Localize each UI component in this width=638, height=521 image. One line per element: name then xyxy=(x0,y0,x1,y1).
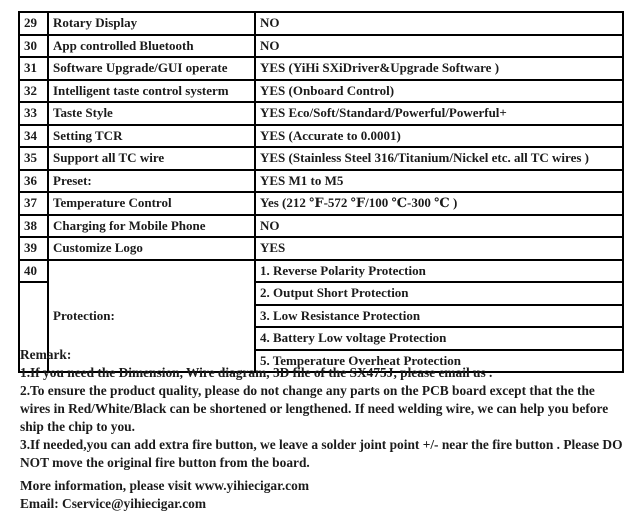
row-number: 31 xyxy=(19,57,48,80)
spec-value: NO xyxy=(255,215,623,238)
spec-value: YES (YiHi SXiDriver&Upgrade Software ) xyxy=(255,57,623,80)
protection-item: 3. Low Resistance Protection xyxy=(255,305,623,328)
protection-item: 4. Battery Low voltage Protection xyxy=(255,327,623,350)
spec-value: Yes (212 ℉-572 ℉/100 ℃-300 ℃ ) xyxy=(255,192,623,215)
remark-line: wires in Red/White/Black can be shortened or lengthened. If need welding wire, we can help you before xyxy=(20,401,609,416)
row-number: 34 xyxy=(19,125,48,148)
table-row xyxy=(19,192,623,215)
website-line: More information, please visit www.yihiecigar.com xyxy=(20,478,309,493)
row-number: 39 xyxy=(19,237,48,260)
spec-label-protection: Protection: xyxy=(48,260,255,373)
row-number: 33 xyxy=(19,102,48,125)
remark-line: 1.If you need the Dimension, Wire diagram, 3D file of the SX475J, please email us . xyxy=(20,365,493,380)
spec-label: Charging for Mobile Phone xyxy=(48,215,255,238)
spec-label: Preset: xyxy=(48,170,255,193)
spec-value: NO xyxy=(255,35,623,58)
spec-label: App controlled Bluetooth xyxy=(48,35,255,58)
email-line: Email: Cservice@yihiecigar.com xyxy=(20,496,206,511)
remark-line: ship the chip to you. xyxy=(20,419,135,434)
row-number: 35 xyxy=(19,147,48,170)
spec-value: NO xyxy=(255,12,623,35)
remark-section xyxy=(20,346,626,513)
remark-heading: Remark: xyxy=(20,347,72,362)
spec-value: YES (Onboard Control) xyxy=(255,80,623,103)
row-number: 38 xyxy=(19,215,48,238)
spec-label: Intelligent taste control systerm xyxy=(48,80,255,103)
spec-value: YES (Stainless Steel 316/Titanium/Nickel etc. all TC wires ) xyxy=(255,147,623,170)
table-row xyxy=(19,80,623,103)
row-number: 40 xyxy=(19,260,48,283)
table-row xyxy=(19,215,623,238)
row-number: 37 xyxy=(19,192,48,215)
spec-value: YES M1 to M5 xyxy=(255,170,623,193)
remark-line: 3.If needed,you can add extra fire button, we leave a solder joint point +/- near the fire button . Please DO xyxy=(20,437,623,452)
row-number: 36 xyxy=(19,170,48,193)
spec-value: YES (Accurate to 0.0001) xyxy=(255,125,623,148)
row-number: 29 xyxy=(19,12,48,35)
table-row-protection xyxy=(19,260,623,283)
remark-line: 2.To ensure the product quality, please do not change any parts on the PCB board except that the the xyxy=(20,383,595,398)
spec-label: Rotary Display xyxy=(48,12,255,35)
spec-label: Software Upgrade/GUI operate xyxy=(48,57,255,80)
protection-item: 5. Temperature Overheat Protection xyxy=(255,350,623,373)
table-row xyxy=(19,57,623,80)
spec-value: YES Eco/Soft/Standard/Powerful/Powerful+ xyxy=(255,102,623,125)
row-number: 32 xyxy=(19,80,48,103)
table-row xyxy=(19,237,623,260)
table-row xyxy=(19,147,623,170)
spec-label: Taste Style xyxy=(48,102,255,125)
table-row xyxy=(19,12,623,35)
spec-label: Support all TC wire xyxy=(48,147,255,170)
table-row xyxy=(19,170,623,193)
spec-label: Customize Logo xyxy=(48,237,255,260)
contact-block xyxy=(20,477,626,513)
remark-line: NOT move the original fire button from the board. xyxy=(20,455,310,470)
spec-value: YES xyxy=(255,237,623,260)
row-number: 30 xyxy=(19,35,48,58)
table-row xyxy=(19,102,623,125)
table-row xyxy=(19,35,623,58)
protection-item: 2. Output Short Protection xyxy=(255,282,623,305)
spec-table xyxy=(18,11,624,373)
spec-label: Temperature Control xyxy=(48,192,255,215)
spec-label: Setting TCR xyxy=(48,125,255,148)
protection-item: 1. Reverse Polarity Protection xyxy=(255,260,623,283)
table-row xyxy=(19,125,623,148)
